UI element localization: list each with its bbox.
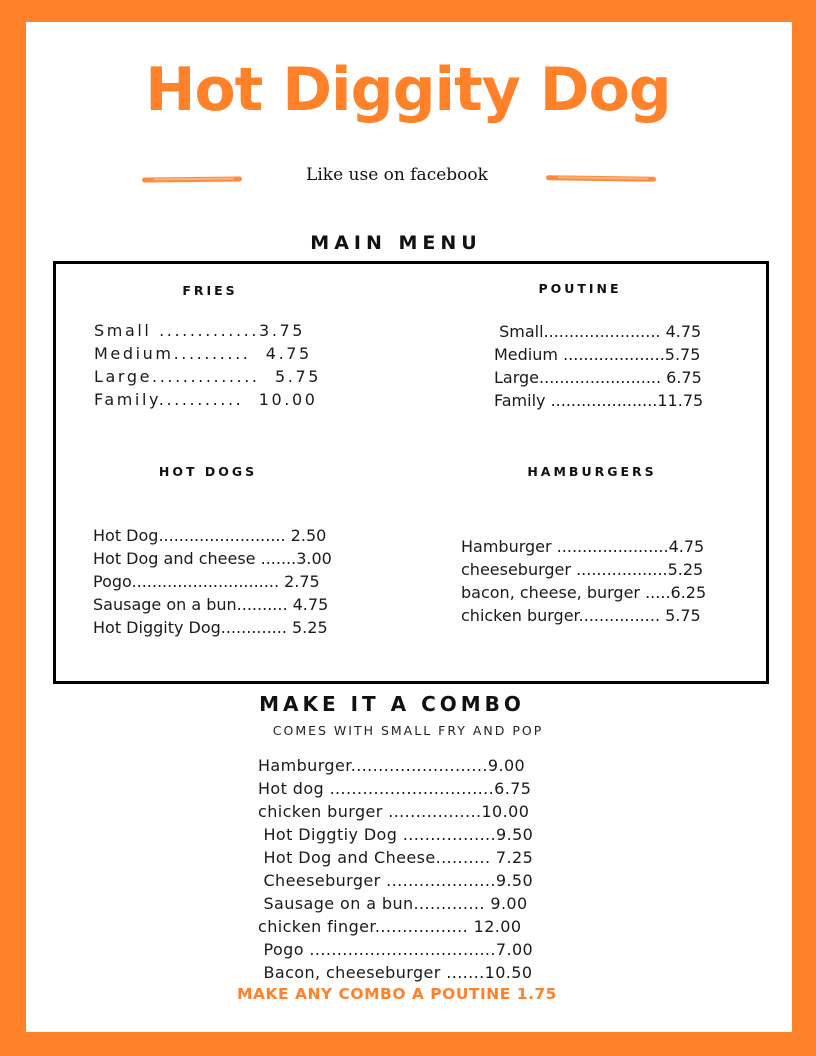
hamburgers-section-title: HAMBURGERS: [527, 464, 657, 479]
poutine-list: [494, 320, 703, 412]
list-item: Pogo ..................................7.00: [258, 940, 534, 959]
list-item: Hot Diggity Dog............. 5.25: [93, 618, 328, 637]
list-item: Hamburger.........................9.00: [258, 756, 526, 775]
list-item: Small....................... 4.75: [494, 322, 702, 341]
hot-dogs-section-title: HOT DOGS: [158, 464, 258, 479]
list-item: Sausage on a bun.......... 4.75: [93, 595, 329, 614]
list-item: Bacon, cheeseburger .......10.50: [258, 963, 533, 982]
list-item: Cheeseburger ....................9.50: [258, 871, 534, 890]
list-item: chicken burger .................10.00: [258, 802, 530, 821]
hot-dogs-list: [93, 524, 332, 639]
list-item: Small .............3.75: [94, 321, 306, 340]
facebook-tagline: Like use on facebook: [306, 165, 488, 185]
list-item: Family........... 10.00: [94, 390, 318, 409]
list-item: Large........................ 6.75: [494, 368, 702, 387]
combo-heading: MAKE IT A COMBO: [259, 692, 525, 716]
fries-section-title: FRIES: [182, 283, 238, 298]
list-item: Medium ....................5.75: [494, 345, 701, 364]
list-item: Pogo............................. 2.75: [93, 572, 320, 591]
list-item: Large.............. 5.75: [94, 367, 322, 386]
list-item: Hot Diggtiy Dog .................9.50: [258, 825, 534, 844]
list-item: chicken burger................ 5.75: [461, 606, 701, 625]
main-menu-heading: MAIN MENU: [310, 232, 482, 254]
list-item: Hot Dog......................... 2.50: [93, 526, 327, 545]
poutine-section-title: POUTINE: [538, 281, 622, 296]
combo-subheading: COMES WITH SMALL FRY AND POP: [272, 723, 544, 738]
restaurant-title: Hot Diggity Dog: [145, 55, 671, 125]
hamburgers-list: [461, 535, 706, 627]
list-item: Hot dog ..............................6.75: [258, 779, 532, 798]
poutine-upgrade-note: MAKE ANY COMBO A POUTINE 1.75: [237, 985, 557, 1003]
list-item: Family .....................11.75: [494, 391, 704, 410]
list-item: Sausage on a bun............. 9.00: [258, 894, 528, 913]
list-item: chicken finger................. 12.00: [258, 917, 522, 936]
list-item: Hot Dog and cheese .......3.00: [93, 549, 332, 568]
combo-list: [258, 754, 533, 984]
list-item: bacon, cheese, burger .....6.25: [461, 583, 707, 602]
list-item: Medium.......... 4.75: [94, 344, 312, 363]
list-item: Hamburger ......................4.75: [461, 537, 705, 556]
fries-list: [94, 319, 321, 411]
list-item: cheeseburger ..................5.25: [461, 560, 704, 579]
list-item: Hot Dog and Cheese.......... 7.25: [258, 848, 534, 867]
